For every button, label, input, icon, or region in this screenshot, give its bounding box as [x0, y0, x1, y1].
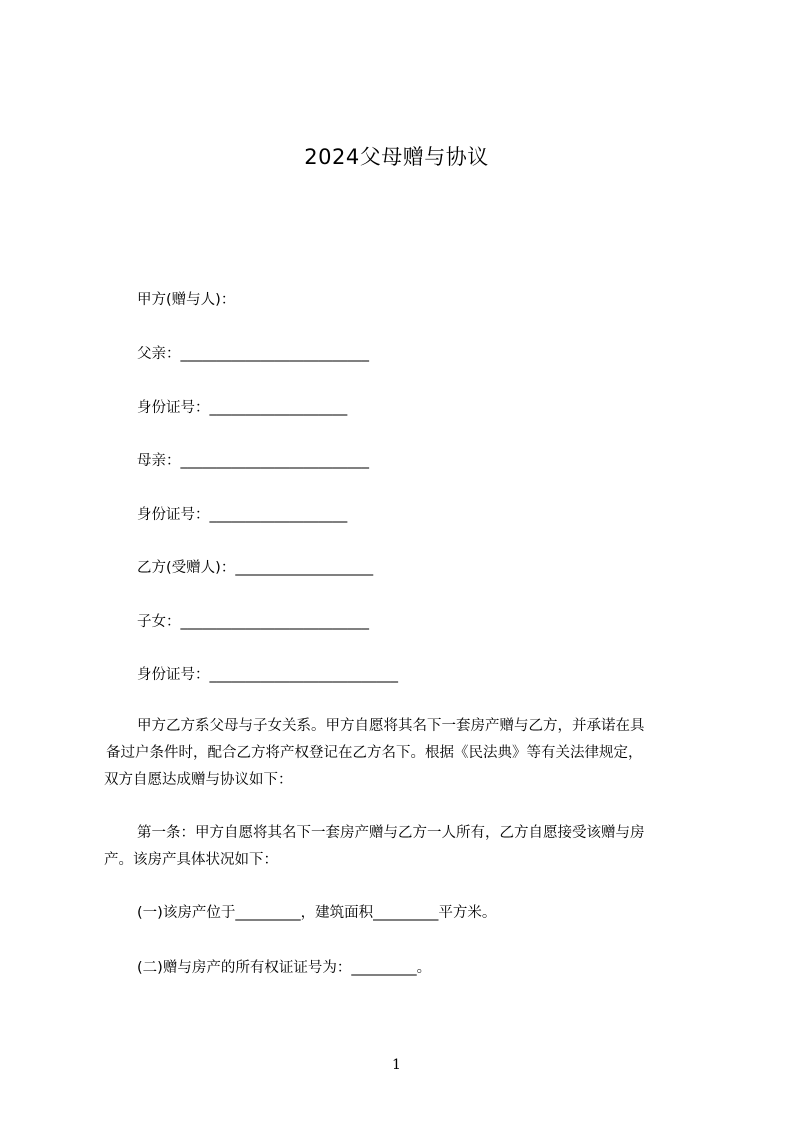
item-2-certificate: (二)赠与房产的所有权证证号为：_________。: [137, 960, 432, 976]
item-1-location: (一)该房产位于_________，建筑面积_________平方米。: [137, 905, 497, 921]
article-1-paragraph: [104, 820, 645, 874]
intro-paragraph: [104, 713, 645, 794]
intro-line-3: 双方自愿达成赠与协议如下：: [104, 772, 293, 788]
mother-field: 母亲：__________________________: [137, 453, 369, 469]
intro-line-1: 甲方乙方系父母与子女关系。甲方自愿将其名下一套房产赠与乙方，并承诺在具: [137, 718, 645, 734]
document-title: 2024父母赠与协议: [304, 145, 489, 169]
party-b-field: 乙方(受赠人)：___________________: [137, 560, 374, 576]
child-field: 子女：__________________________: [137, 614, 369, 630]
mother-id-field: 身份证号：___________________: [137, 507, 348, 523]
father-field: 父亲：__________________________: [137, 346, 369, 362]
party-a-heading: 甲方(赠与人)：: [137, 292, 236, 308]
article-1-line-2: 产。该房产具体状况如下：: [104, 852, 278, 868]
article-1-line-1: 第一条：甲方自愿将其名下一套房产赠与乙方一人所有，乙方自愿接受该赠与房: [137, 825, 645, 841]
child-id-field: 身份证号：__________________________: [137, 667, 398, 683]
father-id-field: 身份证号：___________________: [137, 400, 348, 416]
intro-line-2: 备过户条件时，配合乙方将产权登记在乙方名下。根据《民法典》等有关法律规定，: [106, 745, 643, 761]
page-number: 1: [392, 1057, 401, 1073]
